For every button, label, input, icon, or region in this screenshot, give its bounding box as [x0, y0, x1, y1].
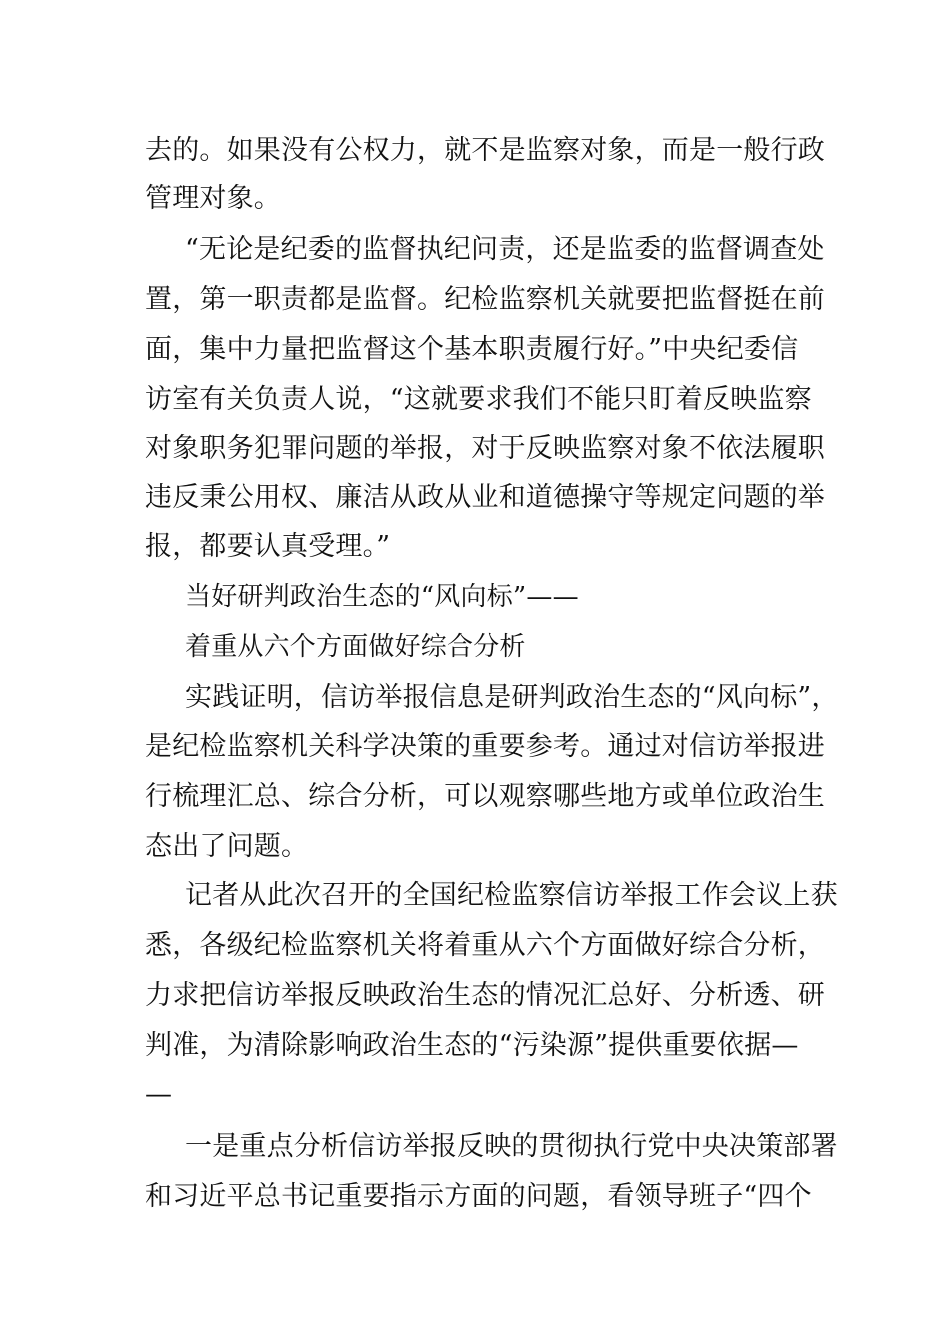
paragraph-line: “无论是纪委的监督执纪问责，还是监委的监督调查处 [185, 234, 825, 265]
paragraph-line: 和习近平总书记重要指示方面的问题，看领导班子“四个 [145, 1181, 812, 1212]
paragraph-line: 一是重点分析信访举报反映的贯彻执行党中央决策部署 [185, 1131, 838, 1162]
section-heading: 当好研判政治生态的“风向标”—— [185, 582, 579, 612]
paragraph-line: 访室有关负责人说，“这就要求我们不能只盯着反映监察 [145, 384, 812, 415]
paragraph-line: 是纪检监察机关科学决策的重要参考。通过对信访举报进 [145, 731, 825, 762]
paragraph-line: 实践证明，信访举报信息是研判政治生态的“风向标”， [185, 682, 839, 713]
paragraph-line: 报，都要认真受理。” [145, 531, 391, 562]
paragraph-line: 面，集中力量把监督这个基本职责履行好。”中央纪委信 [145, 334, 799, 365]
paragraph-line: 力求把信访举报反映政治生态的情况汇总好、分析透、研 [145, 980, 825, 1011]
section-subheading: 着重从六个方面做好综合分析 [185, 632, 526, 662]
paragraph-line: 悉，各级纪检监察机关将着重从六个方面做好综合分析， [145, 930, 825, 961]
paragraph-line: 对象职务犯罪问题的举报，对于反映监察对象不依法履职 [145, 433, 825, 464]
paragraph-line: 态出了问题。 [145, 831, 309, 862]
paragraph-line: 违反秉公用权、廉洁从政从业和道德操守等规定问题的举 [145, 482, 825, 513]
paragraph-line: 判准，为清除影响政治生态的“污染源”提供重要依据— [145, 1030, 799, 1061]
paragraph-line: 记者从此次召开的全国纪检监察信访举报工作会议上获 [185, 880, 838, 911]
paragraph-line: — [145, 1079, 173, 1110]
paragraph-line: 置，第一职责都是监督。纪检监察机关就要把监督挺在前 [145, 284, 825, 315]
paragraph-line: 管理对象。 [145, 183, 281, 214]
paragraph-line: 去的。如果没有公权力，就不是监察对象，而是一般行政 [145, 135, 825, 166]
paragraph-line: 行梳理汇总、综合分析，可以观察哪些地方或单位政治生 [145, 781, 825, 812]
